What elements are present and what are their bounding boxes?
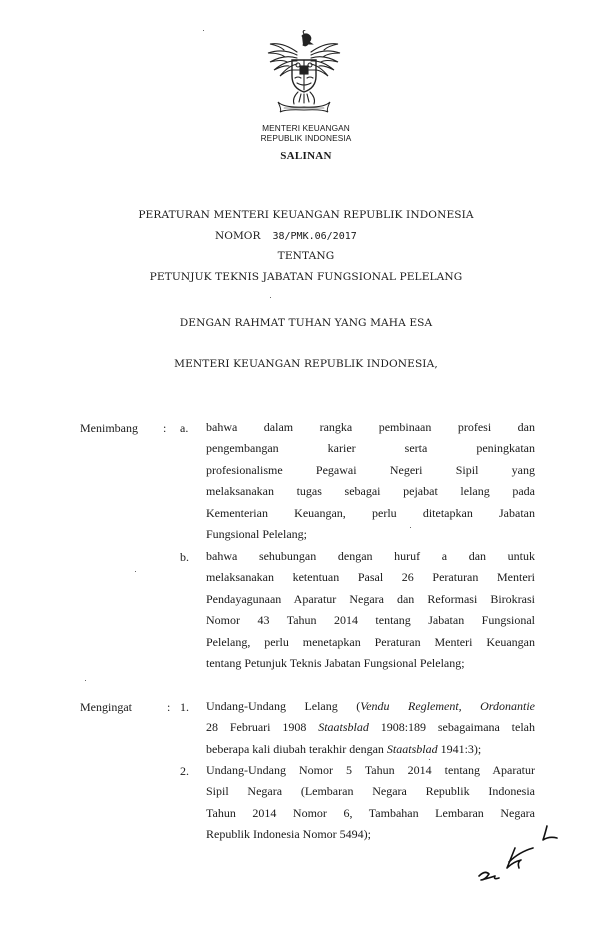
scan-speck xyxy=(85,680,86,681)
text-line: bahwa dalam rangka pembinaan profesi dan xyxy=(206,420,535,434)
text-run: beberapa kali diubah terakhir dengan xyxy=(206,741,387,756)
italic-run: Vendu Reglement, Ordonantie xyxy=(360,699,535,713)
text-line: melaksanakan tugas sebagai pejabat lelang pada xyxy=(206,484,535,499)
menimbang-item-b xyxy=(206,546,535,674)
regulation-number-row xyxy=(215,230,357,242)
mengingat-label: Mengingat xyxy=(80,700,132,714)
text-line xyxy=(206,739,535,760)
tentang-heading: TENTANG xyxy=(277,250,335,262)
text-line: profesionalisme Pegawai Negeri Sipil yang xyxy=(206,462,535,477)
item-marker: a. xyxy=(180,421,189,435)
garuda-emblem-icon xyxy=(264,30,344,116)
text-run: 1941:3); xyxy=(437,741,482,756)
text-line: Nomor 43 Tahun 2014 tentang Jabatan Fungsional xyxy=(206,613,535,628)
nomor-value: 38/PMK.06/2017 xyxy=(272,231,357,242)
country-name-line: REPUBLIK INDONESIA xyxy=(260,133,352,143)
text-line: Pendayagunaan Aparatur Negara dan Reformasi Birokrasi xyxy=(206,591,535,606)
invocation-line: DENGAN RAHMAT TUHAN YANG MAHA ESA xyxy=(179,317,433,329)
signature-initials-icon xyxy=(475,820,585,890)
text-line: Fungsional Pelelang; xyxy=(206,526,307,541)
regulation-title: PERATURAN MENTERI KEUANGAN REPUBLIK INDONESIA xyxy=(138,209,474,221)
text-line: melaksanakan ketentuan Pasal 26 Peraturan Menteri xyxy=(206,570,535,585)
text-line xyxy=(206,696,535,717)
scan-speck xyxy=(270,297,271,298)
italic-run: Staatsblad xyxy=(318,720,369,735)
copy-mark: SALINAN xyxy=(280,150,332,162)
text-line: bahwa sehubungan dengan huruf a dan untuk xyxy=(206,549,535,563)
text-line: Pelelang, perlu menetapkan Peraturan Menteri Keuangan xyxy=(206,634,535,649)
text-run: 1908:189 sebagaimana telah xyxy=(368,720,536,735)
text-line: Kementerian Keuangan, perlu ditetapkan Jabatan xyxy=(206,505,535,520)
text-run: 28 Februari 1908 xyxy=(206,720,319,735)
regulation-subject: PETUNJUK TEKNIS JABATAN FUNGSIONAL PELELANG xyxy=(149,271,463,283)
item-marker: b. xyxy=(180,550,189,564)
scan-speck xyxy=(203,30,204,31)
text-line: Tahun 2014 Nomor 6, Tambahan Lembaran Negara xyxy=(206,805,535,820)
text-line: Undang-Undang Nomor 5 Tahun 2014 tentang Aparatur xyxy=(206,763,535,777)
italic-run: Staatsblad xyxy=(386,741,438,756)
text-run: Undang-Undang Lelang ( xyxy=(206,699,361,713)
menimbang-label: Menimbang xyxy=(80,421,138,435)
text-line: Republik Indonesia Nomor 5494); xyxy=(206,827,371,842)
nomor-label: NOMOR xyxy=(215,230,261,242)
menimbang-colon: : xyxy=(163,421,167,435)
text-line xyxy=(206,717,535,738)
scan-speck xyxy=(135,571,136,572)
text-line: pengembangan karier serta peningkatan xyxy=(206,441,535,456)
text-line: tentang Petunjuk Teknis Jabatan Fungsional Pelelang; xyxy=(206,655,465,670)
item-marker: 2. xyxy=(180,764,189,778)
mengingat-item-1 xyxy=(206,696,535,760)
ministry-name-line: MENTERI KEUANGAN xyxy=(262,123,350,133)
item-marker: 1. xyxy=(180,700,189,714)
text-line: Sipil Negara (Lembaran Negara Republik Indonesia xyxy=(206,784,535,799)
mengingat-colon: : xyxy=(167,700,171,714)
menimbang-item-a xyxy=(206,417,535,545)
issuer-line: MENTERI KEUANGAN REPUBLIK INDONESIA, xyxy=(174,358,438,370)
